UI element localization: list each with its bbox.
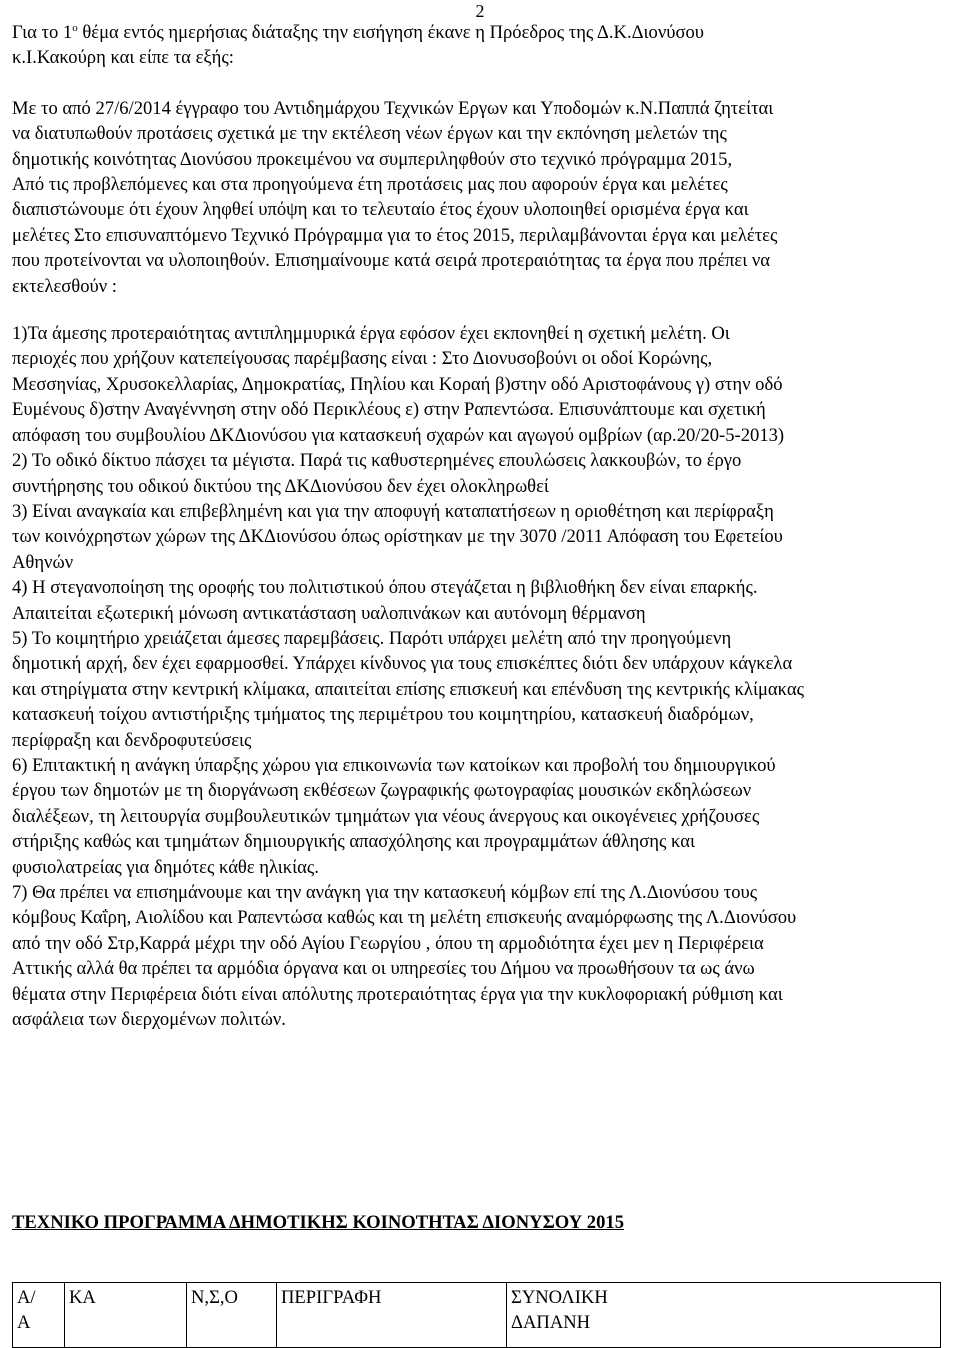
text-line: περιοχές που χρήζουν κατεπείγουσας παρέμβασης είναι : Στο Διονυσοβούνι οι οδοί Κορώνης, — [12, 348, 713, 370]
text-line: διαλέξεων, τη λειτουργία συμβουλευτικών τμημάτων για νέους άνεργους και οικογένειες χρήζουσες — [12, 805, 760, 827]
intro-line-1 — [12, 20, 948, 45]
text-line: ασφάλεια των διερχομένων πολιτών. — [12, 1009, 286, 1031]
program-table — [12, 1282, 941, 1348]
text-line: διαπιστώνουμε ότι έχουν ληφθεί υπόψη και το τελευταίο έτος έχουν υλοποιηθεί ορισμένα έργα και — [12, 199, 749, 221]
table-header-cell — [277, 1283, 507, 1348]
text-line: Αθηνών — [12, 551, 74, 573]
table-header-cell — [13, 1283, 65, 1348]
header-text: ΣΥΝΟΛΙΚΗ — [511, 1287, 608, 1308]
text-line: 3) Είναι αναγκαία και επιβεβλημένη και για την αποφυγή καταπατήσεων η οριοθέτηση και περίφραξη — [12, 500, 774, 522]
text-line: δημοτική αρχή, δεν έχει εφαρμοσθεί. Υπάρχει κίνδυνος για τους επισκέπτες διότι δεν υπάρχουν κάγκελα — [12, 653, 793, 675]
text-line: των κοινόχρηστων χώρων της ΔΚΔιονύσου όπως ορίστηκαν με την 3070 /2011 Απόφαση του Εφετείου — [12, 526, 783, 548]
text-line: 7) Θα πρέπει να επισημάνουμε και την ανάγκη για την κατασκευή κόμβων επί της Λ.Διονύσου τους — [12, 882, 758, 903]
text-line: μελέτες Στο επισυναπτόμενο Τεχνικό Πρόγραμμα για το έτος 2015, περιλαμβάνονται έργα και μελέτες — [12, 224, 778, 246]
text-line: 5) Το κοιμητήριο χρειάζεται άμεσες παρεμβάσεις. Παρότι υπάρχει μελέτη από την προηγούμενη — [12, 627, 732, 649]
header-text: Α — [17, 1312, 31, 1333]
text-line: κόμβους Καΐρη, Αιολίδου και Ραπεντώσα καθώς και τη μελέτη επισκευής αναμόρφωσης της Λ.Διονύσου — [12, 907, 797, 929]
table-header-row — [13, 1283, 941, 1348]
text-line: 4) Η στεγανοποίηση της οροφής του πολιτιστικού όπου στεγάζεται η βιβλιοθήκη δεν είναι επαρκής. — [12, 577, 758, 599]
paragraph-request — [12, 96, 948, 299]
program-heading: ΤΕΧΝΙΚΟ ΠΡΟΓΡΑΜΜΑ ΔΗΜΟΤΙΚΗΣ ΚΟΙΝΟΤΗΤΑΣ ΔΙΟΝΥΣΟΥ 2015 — [12, 1212, 624, 1233]
header-text: ΔΑΠΑΝΗ — [511, 1312, 591, 1333]
text-line: Με το από 27/6/2014 έγγραφο του Αντιδημάρχου Τεχνικών Εργων και Υποδομών κ.Ν.Παππά ζητείται — [12, 97, 774, 119]
document-body — [12, 20, 948, 1032]
header-text: ΚΑ — [69, 1287, 96, 1308]
paragraph-priorities — [12, 321, 948, 1032]
text-line: να διατυπωθούν προτάσεις σχετικά με την εκτέλεση νέων έργων και την εκπόνηση μελετών της — [12, 123, 727, 145]
header-text: Ν,Σ,Ο — [191, 1287, 238, 1308]
text-line: Από τις προβλεπόμενες και στα προηγούμενα έτη προτάσεις μας που αφορούν έργα και μελέτες — [12, 174, 728, 196]
text-line: Απαιτείται εξωτερική μόνωση αντικατάσταση υαλοπινάκων και αυτόνομη θέρμανση — [12, 602, 646, 624]
text-line: εκτελεσθούν : — [12, 275, 117, 297]
text-line: κατασκευή τοίχου αντιστήριξης τμήματος της περιμέτρου του κοιμητηρίου, κατασκευή διαδρόμων, — [12, 704, 754, 726]
page-number: 2 — [475, 1, 485, 21]
text-line: περίφραξη και δενδροφυτεύσεις — [12, 729, 252, 751]
text-line: στήριξης καθώς και τμημάτων δημιουργικής απασχόλησης και προγραμμάτων άθλησης και — [12, 831, 695, 853]
table-header-cell — [507, 1283, 941, 1348]
text-line: 2) Το οδικό δίκτυο πάσχει τα μέγιστα. Παρά τις καθυστερημένες επουλώσεις λακκουβών, το έργο — [12, 450, 742, 472]
text-line: 6) Επιτακτική η ανάγκη ύπαρξης χώρου για επικοινωνία των κατοίκων και προβολή του δημιουργικού — [12, 754, 776, 776]
text-line: Ευμένους δ)στην Αναγέννηση στην οδό Περικλέους ε) στην Ραπεντώσα. Επισυνάπτουμε και σχετική — [12, 399, 766, 421]
text-line: και στηρίγματα στην κεντρική κλίμακα, απαιτείται επίσης επισκευή και επένδυση της κεντρικής κλίμακας — [12, 678, 804, 700]
text-line: Αττικής αλλά θα πρέπει τα αρμόδια όργανα και οι υπηρεσίες του Δήμου να προωθήσουν τα ως άνω — [12, 958, 755, 980]
ordinal-superscript: ο — [72, 21, 78, 34]
text-line: θέματα στην Περιφέρεια διότι είναι απόλυτης προτεραιότητας έργα για την κυκλοφοριακή ρύθμιση και — [12, 983, 783, 1005]
header-text: Α/ — [17, 1287, 36, 1308]
intro-line-2: κ.Ι.Κακούρη και είπε τα εξής: — [12, 47, 234, 69]
text-line: φυσιολατρείας για δημότες κάθε ηλικίας. — [12, 856, 319, 878]
table-header-cell — [187, 1283, 277, 1348]
text-line: 1)Τα άμεσης προτεραιότητας αντιπλημμυρικά έργα εφόσον έχει εκπονηθεί η σχετική μελέτη. Οι — [12, 323, 730, 345]
text-line: που προτείνονται να υλοποιηθούν. Επισημαίνουμε κατά σειρά προτεραιότητας τα έργα που πρέπει να — [12, 250, 771, 272]
header-text: ΠΕΡΙΓΡΑΦΗ — [281, 1287, 382, 1308]
text-line: έργου των δημοτών με τη διοργάνωση εκθέσεων ζωγραφικής φωτογραφίας μουσικών εκδηλώσεων — [12, 780, 752, 802]
table-header-cell — [65, 1283, 187, 1348]
text-line: Μεσσηνίας, Χρυσοκελλαρίας, Δημοκρατίας, Πηλίου και Κοραή β)στην οδό Αριστοφάνους γ) στην οδό — [12, 373, 783, 395]
intro-line-1-start: Για το 1 — [12, 22, 73, 43]
text-line: συντήρησης του οδικού δικτύου της ΔΚΔιονύσου δεν έχει ολοκληρωθεί — [12, 475, 549, 497]
text-line: δημοτικής κοινότητας Διονύσου προκειμένου να συμπεριληφθούν στο τεχνικό πρόγραμμα 2015, — [12, 148, 733, 170]
text-line: από την οδό Στρ,Καρρά μέχρι την οδό Αγίου Γεωργίου , όπου τη αρμοδιότητα έχει μεν η Περιφέρεια — [12, 932, 764, 954]
text-line: απόφαση του συμβουλίου ΔΚΔιονύσου για κατασκευή σχαρών και αγωγού ομβρίων (αρ.20/20-5-2013) — [12, 424, 785, 446]
intro-line-1-end: θέμα εντός ημερήσιας διάταξης την εισήγηση έκανε η Πρόεδρος της Δ.Κ.Διονύσου — [77, 22, 704, 43]
